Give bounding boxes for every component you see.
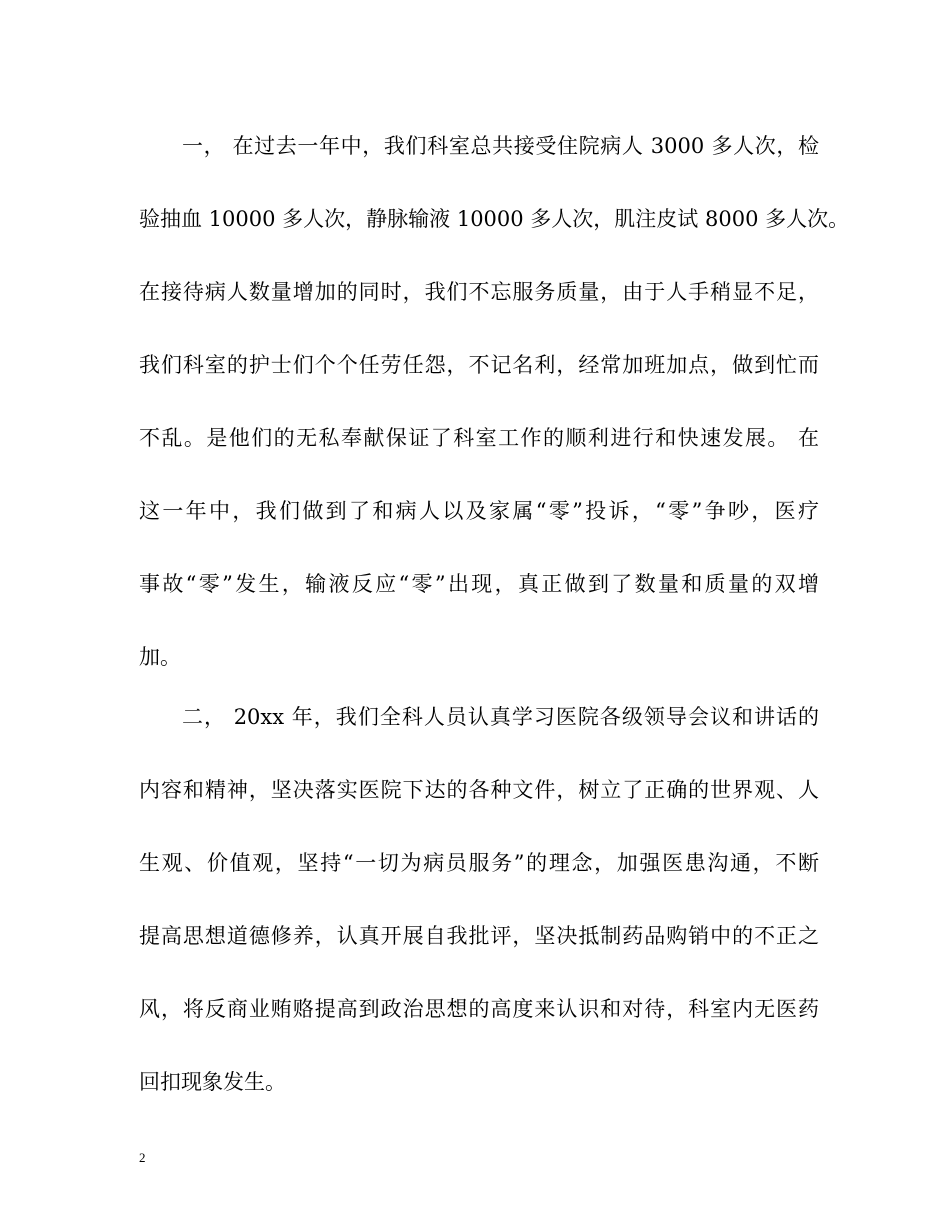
paragraph-2-line-5: 风，将反商业贿赂提高到政治思想的高度来认识和对待，科室内无医药: [139, 997, 819, 1021]
page-number: 2: [139, 1150, 146, 1165]
paragraph-1-line-7: 事故“零”发生，输液反应“零”出现，真正做到了数量和质量的双增: [139, 572, 819, 596]
paragraph-2-line-3: 生观、价值观，坚持“一切为病员服务”的理念，加强医患沟通，不断: [139, 851, 819, 875]
paragraph-1-line-5: 不乱。是他们的无私奉献保证了科室工作的顺利进行和快速发展。 在: [139, 426, 819, 450]
paragraph-2-line-1: 二， 20xx 年，我们全科人员认真学习医院各级领导会议和讲话的: [182, 705, 819, 729]
paragraph-2-line-2: 内容和精神，坚决落实医院下达的各种文件，树立了正确的世界观、人: [139, 778, 819, 802]
paragraph-1-line-2: 验抽血 10000 多人次，静脉输液 10000 多人次，肌注皮试 8000 多人次。: [139, 207, 850, 231]
paragraph-1-line-3: 在接待病人数量增加的同时，我们不忘服务质量，由于人手稍显不足，: [139, 280, 819, 304]
paragraph-1-line-8: 加。: [139, 645, 181, 669]
paragraph-2-line-4: 提高思想道德修养，认真开展自我批评，坚决抵制药品购销中的不正之: [139, 924, 819, 948]
paragraph-1-line-6: 这一年中，我们做到了和病人以及家属“零”投诉，“零”争吵，医疗: [139, 499, 819, 523]
paragraph-1-line-1: 一， 在过去一年中，我们科室总共接受住院病人 3000 多人次，检: [182, 134, 819, 158]
paragraph-1-line-4: 我们科室的护士们个个任劳任怨，不记名利，经常加班加点，做到忙而: [139, 353, 819, 377]
paragraph-2-line-6: 回扣现象发生。: [139, 1070, 286, 1094]
